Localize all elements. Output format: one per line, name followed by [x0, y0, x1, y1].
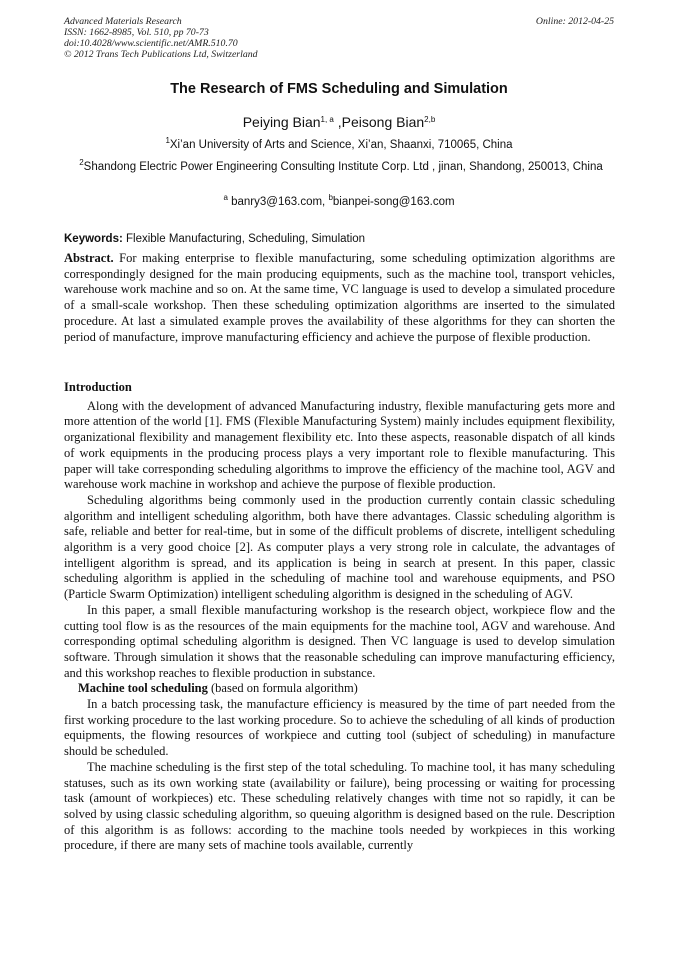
email-mark: a	[223, 193, 228, 202]
affiliation-mark: 1	[165, 136, 170, 145]
subsection-title: Machine tool scheduling	[78, 681, 208, 696]
affiliation-text: Shandong Electric Power Engineering Consulting Institute Corp. Ltd , jinan, Shandong, 250013, China	[83, 161, 603, 173]
keywords-text: Flexible Manufacturing, Scheduling, Simulation	[126, 233, 366, 245]
affiliation	[68, 160, 614, 175]
subsection-note: (based on formula algorithm)	[207, 681, 358, 696]
author-name: ,Peisong Bian	[337, 114, 425, 130]
author-name: Peiying Bian	[242, 114, 321, 130]
email-line	[0, 193, 678, 208]
author-mark: 2,b	[424, 115, 436, 124]
email-mark: b	[328, 193, 333, 202]
keywords-label: Keywords:	[64, 233, 123, 245]
online-date: Online: 2012-04-25	[535, 16, 614, 27]
email-address: bianpei-song@163.com	[332, 196, 455, 208]
abstract-label: Abstract.	[64, 251, 114, 265]
subsection-heading	[64, 681, 615, 697]
affiliation	[0, 138, 678, 153]
author-mark: 1, a	[320, 115, 334, 124]
journal-issn: ISSN: 1662-8985, Vol. 510, pp 70-73	[64, 27, 209, 38]
journal-name: Advanced Materials Research	[64, 16, 182, 27]
paragraph: Along with the development of advanced Manufacturing industry, flexible manufacturing gets more and more attention of the world [1]. FMS (Flexible Manufacturing System) mainly includes equipment flexibility, organizational flexibility and management flexibility etc. Into these aspects, reasonable dispatch of all kinds of work equipments in the producing process plays a very important role to flexible manufacturing. This paper will take corresponding scheduling algorithms to improve the efficiency of the machine tool, AGV and warehouse work machine in workshop and achieve the purpose of flexible production.	[64, 398, 615, 492]
affiliation-text: Xi’an University of Arts and Science, Xi’an, Shaanxi, 710065, China	[169, 139, 513, 151]
paragraph: The machine scheduling is the first step of the total scheduling. To machine tool, it has many scheduling statuses, such as its own working state (availability or failure), being processing or waiting for processing task (amount of workpieces) etc. These scheduling relatively changes with time not so rapidly, it can be solved by using classic scheduling algorithm, so queuing algorithm is designed based on the rule. Description of this algorithm is as follows: according to the machine tools needed by workpieces in this working procedure, if there are many sets of machine tools available, currently	[64, 759, 615, 853]
abstract	[64, 251, 615, 345]
abstract-text: For making enterprise to flexible manufacturing, some scheduling optimization algorithms are correspondingly designed for the main producing equipments, such as the machine tool, transport vehicles, warehouse work machine and so on. At the same time, VC language is used to develop a simulated procedure of a small-scale workshop. Then these scheduling optimization algorithms are inserted to the simulated procedure. At last a simulated example proves the availability of these algorithms for they can shorten the period of manufacture, improve manufacturing efficiency and achieve the purpose of flexible production.	[64, 251, 615, 344]
paragraph: In a batch processing task, the manufacture efficiency is measured by the time of part needed from the first working procedure to the last working procedure. So to achieve the scheduling of all kinds of production equipments, the flowing resources of workpiece and cutting tool (subject of scheduling) in manufacture should be scheduled.	[64, 697, 615, 759]
author-line	[0, 114, 678, 130]
email-address: banry3@163.com,	[231, 196, 326, 208]
paragraph: In this paper, a small flexible manufacturing workshop is the research object, workpiece flow and the cutting tool flow is as the resources of the main equipments for the machine tool, AGV and warehouse. And corresponding optimal scheduling algorithm is designed. Then VC language is used to develop simulation software. Through simulation it shows that the reasonable scheduling can improve manufacturing efficiency, and this workshop reaches to flexible production in substance.	[64, 602, 615, 680]
main-body	[64, 380, 615, 854]
journal-header	[64, 16, 258, 60]
journal-doi: doi:10.4028/www.scientific.net/AMR.510.70	[64, 38, 238, 49]
keywords	[64, 233, 616, 245]
paragraph: Scheduling algorithms being commonly used in the production currently contain classic scheduling algorithm and intelligent scheduling algorithm, both have there advantages. Classic scheduling algorithm is safe, reliable and better for real-time, but in some of the difficult problems of discrete, intelligent scheduling algorithm is a very good choice [2]. As computer plays a very strong role in calculate, the advantages of intelligent algorithm is spread, and its application is being in search at present. In this paper, classic scheduling algorithm is applied in the scheduling of machine tool and warehouse equipments, and PSO (Particle Swarm Optimization) intelligent scheduling algorithm is designed in the scheduling of AGV.	[64, 492, 615, 602]
section-heading-introduction: Introduction	[64, 380, 132, 394]
journal-copyright: © 2012 Trans Tech Publications Ltd, Switzerland	[64, 49, 258, 60]
affiliation-mark: 2	[79, 158, 84, 167]
paper-title: The Research of FMS Scheduling and Simulation	[170, 81, 508, 97]
